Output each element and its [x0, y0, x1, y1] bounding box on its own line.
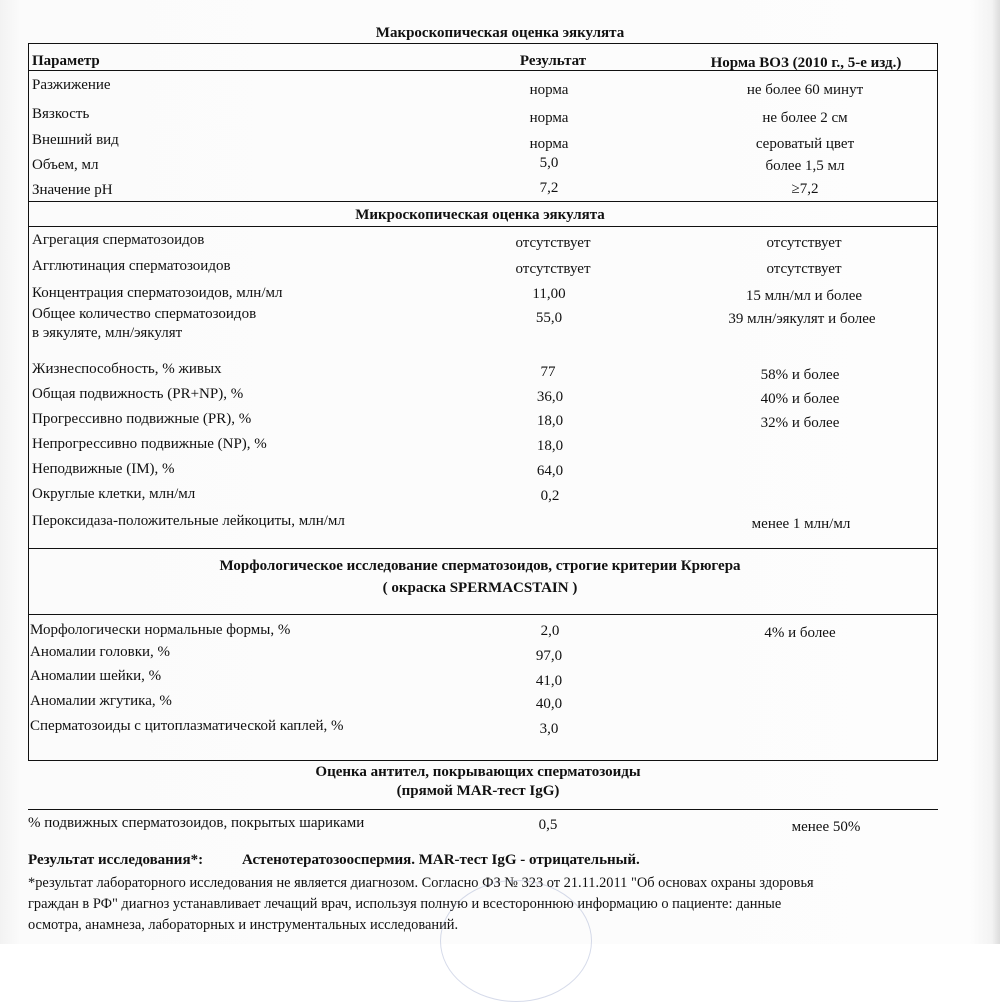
row-result: 41,0 — [535, 673, 563, 689]
row-norm: не более 60 минут — [746, 82, 864, 98]
row-result: отсутствует — [515, 261, 591, 277]
footnote-line: осмотра, анамнеза, лабораторных и инструментальных исследований. — [28, 917, 459, 933]
row-result: 40,0 — [535, 696, 563, 712]
row-param: Прогрессивно подвижные (PR), % — [32, 411, 252, 427]
row-norm: сероватый цвет — [755, 136, 855, 152]
row-result: норма — [529, 110, 569, 126]
row-param: Морфологически нормальные формы, % — [30, 622, 291, 638]
micro-title-divider — [28, 226, 938, 227]
row-result: отсутствует — [515, 235, 591, 251]
morph-subtitle: ( окраска SPERMACSTAIN ) — [382, 580, 578, 596]
micro-title: Микроскопическая оценка эякулята — [355, 207, 605, 223]
row-result: 64,0 — [536, 463, 564, 479]
row-param: Вязкость — [32, 106, 90, 122]
row-param: Общая подвижность (PR+NP), % — [32, 386, 244, 402]
stamp-impression — [440, 880, 592, 1002]
row-norm: ≥7,2 — [791, 181, 819, 197]
header-param: Параметр — [32, 53, 100, 69]
row-norm: 39 млн/эякулят и более — [728, 311, 876, 327]
row-norm: 32% и более — [760, 415, 840, 431]
row-param: Агглютинация сперматозоидов — [32, 258, 231, 274]
row-result: 0,2 — [540, 488, 560, 504]
table-border-top — [28, 43, 938, 44]
row-norm: 58% и более — [760, 367, 840, 383]
header-norm: Норма ВОЗ (2010 г., 5-е изд.) — [710, 55, 902, 71]
mar-subtitle: (прямой MAR-тест IgG) — [396, 783, 560, 799]
row-norm: 4% и более — [764, 625, 836, 641]
morph-title-divider — [28, 614, 938, 615]
conclusion-label: Результат исследования*: — [28, 852, 204, 868]
macro-title: Макроскопическая оценка эякулята — [375, 25, 625, 41]
row-param: Пероксидаза-положительные лейкоциты, млн/мл — [32, 513, 345, 529]
row-param: Концентрация сперматозоидов, млн/мл — [32, 285, 283, 301]
row-param: Общее количество сперматозоидов — [32, 306, 257, 322]
row-param: Агрегация сперматозоидов — [32, 232, 205, 248]
row-result: 5,0 — [539, 155, 559, 171]
row-result: 36,0 — [536, 389, 564, 405]
row-result: 97,0 — [535, 648, 563, 664]
footnote-line: *результат лабораторного исследования не является диагнозом. Согласно ФЗ № 323 от 21.11.2011 "Об основах охраны здоровья — [28, 875, 814, 891]
row-param: Внешний вид — [32, 132, 119, 148]
row-norm: менее 50% — [791, 819, 861, 835]
micro-top-divider — [28, 201, 938, 202]
conclusion-text: Астенотератозооспермия. MAR-тест IgG - отрицательный. — [242, 852, 640, 868]
row-result: 3,0 — [539, 721, 559, 737]
row-result: 77 — [540, 364, 556, 380]
table-border-left — [28, 43, 29, 761]
table-border-bottom — [28, 760, 938, 761]
row-param: Аномалии головки, % — [30, 644, 171, 660]
row-param: Сперматозоиды с цитоплазматической каплей, % — [30, 718, 344, 734]
morph-title: Морфологическое исследование сперматозоидов, строгие критерии Крюгера — [219, 558, 741, 574]
page-edge-shadow — [992, 0, 1000, 944]
row-result: 11,00 — [532, 286, 566, 302]
header-divider — [28, 70, 938, 71]
row-result: норма — [529, 82, 569, 98]
row-param: Значение рН — [32, 182, 113, 198]
mar-divider — [28, 809, 938, 810]
row-result: 55,0 — [535, 310, 563, 326]
row-result: 0,5 — [538, 817, 558, 833]
row-norm: не более 2 см — [762, 110, 848, 126]
row-param: Непрогрессивно подвижные (NP), % — [32, 436, 267, 452]
row-param: Округлые клетки, млн/мл — [32, 486, 196, 502]
row-norm: 15 млн/мл и более — [745, 288, 863, 304]
row-param: Объем, мл — [32, 157, 99, 173]
table-border-right — [937, 43, 938, 761]
row-norm: 40% и более — [760, 391, 840, 407]
row-norm: отсутствует — [766, 261, 842, 277]
row-result: 18,0 — [536, 438, 564, 454]
mar-title: Оценка антител, покрывающих сперматозоиды — [315, 764, 641, 780]
header-result: Результат — [519, 53, 587, 69]
row-result: 18,0 — [536, 413, 564, 429]
row-result: норма — [529, 136, 569, 152]
row-norm: менее 1 млн/мл — [751, 516, 851, 532]
row-norm: более 1,5 мл — [765, 158, 845, 174]
footnote-line: граждан в РФ" диагноз устанавливает лечащий врач, используя полную и всестороннюю информацию о пациенте: данные — [28, 896, 782, 912]
morph-top-divider — [28, 548, 938, 549]
row-param: Разжижение — [32, 77, 111, 93]
row-param: Жизнеспособность, % живых — [32, 361, 222, 377]
row-result: 2,0 — [540, 623, 560, 639]
row-result: 7,2 — [539, 180, 559, 196]
row-param: % подвижных сперматозоидов, покрытых шариками — [28, 815, 365, 831]
row-param: Неподвижные (IM), % — [32, 461, 175, 477]
row-param: Аномалии шейки, % — [30, 668, 162, 684]
row-norm: отсутствует — [766, 235, 842, 251]
row-param-continued: в эякуляте, млн/эякулят — [32, 325, 183, 341]
row-param: Аномалии жгутика, % — [30, 693, 172, 709]
